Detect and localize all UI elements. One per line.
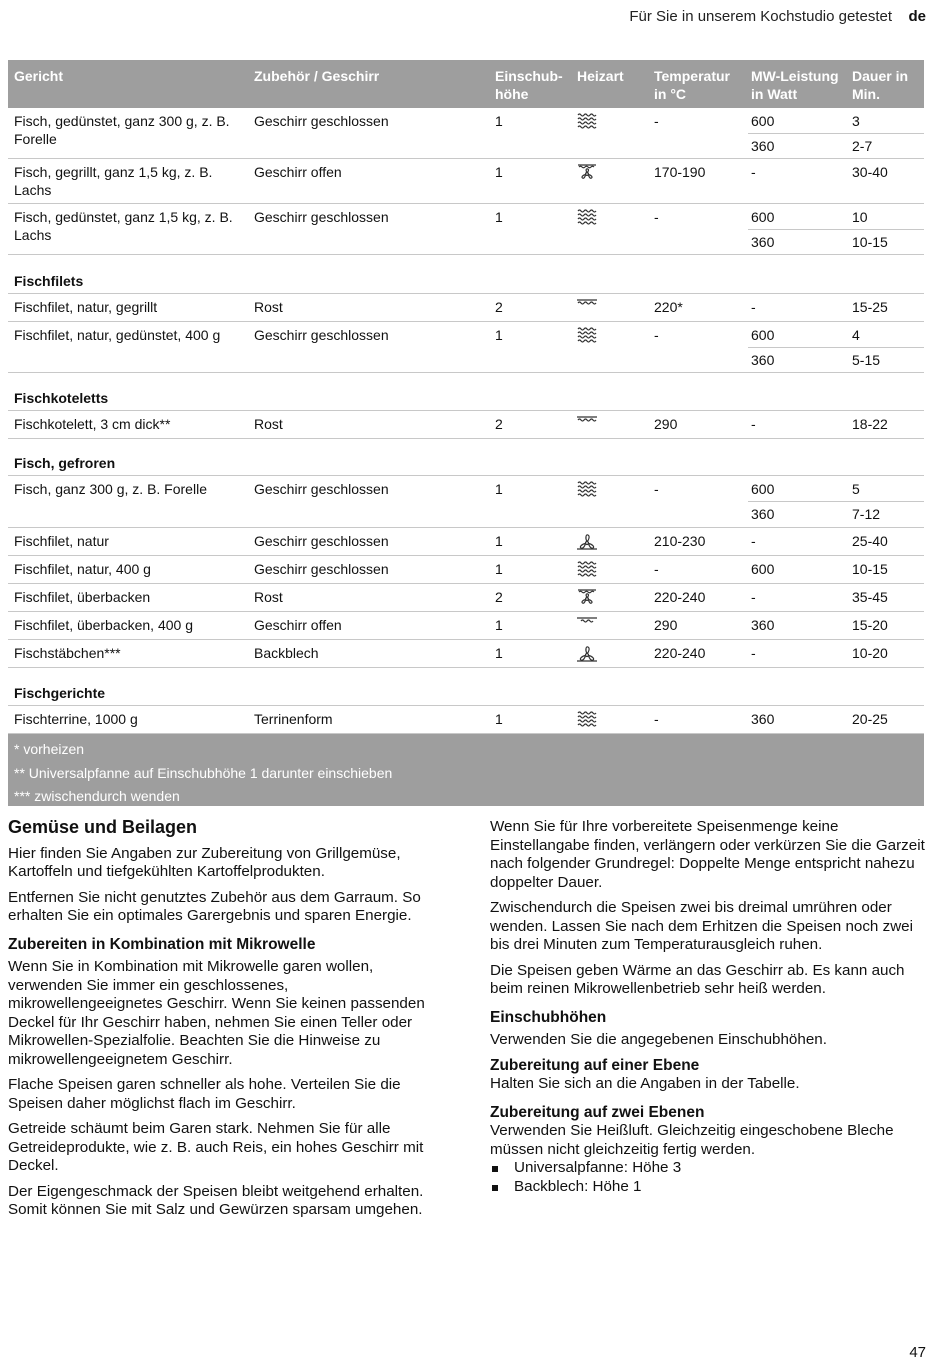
paragraph: Wenn Sie in Kombination mit Mikrowelle garen wollen, verwenden Sie immer ein geschlossenes, mikrowellengeeignetes Geschirr. Wenn Sie keinen passenden Deckel für Ihr Geschirr haben, nehmen Sie einen Teller oder Mikrowellen-Spezialfolie. Beachten Sie die Hinweise zu mikrowellengeeignetem Geschirr. [8,958,425,1068]
cooking-table [8,60,924,806]
table-row [8,204,924,255]
mw-power-cell: 600 [751,113,775,129]
table-row [8,411,924,439]
footnote: ** Universalpfanne auf Einschubhöhe 1 darunter einschieben [14,764,393,781]
mw-power-cell: - [751,533,756,549]
mw-power-cell: - [751,164,756,180]
temperature-cell: 290 [654,416,678,432]
section-label: Fischfilets [14,273,84,289]
section-title: Gemüse und Beilagen [8,817,198,837]
duration-cell: 10 [852,209,868,225]
table-row [8,706,924,734]
duration-cell: 10-15 [852,234,888,250]
paragraph: Halten Sie sich an die Angaben in der Tabelle. [490,1075,800,1092]
duration-cell: 5-15 [852,352,881,368]
mw-power-cell: 600 [751,561,775,577]
accessory-cell: Geschirr geschlossen [254,561,389,577]
table-row [8,476,924,528]
subheading: Zubereiten in Kombination mit Mikrowelle [8,935,316,953]
level-cell: 1 [495,327,503,343]
table-row [8,528,924,556]
fangrill-icon [576,163,598,185]
col-header-accessory: Zubehör / Geschirr [254,68,380,84]
accessory-cell: Geschirr offen [254,617,342,633]
accessory-cell: Terrinenform [254,711,333,727]
level-cell: 1 [495,209,503,225]
paragraph: Hier finden Sie Angaben zur Zubereitung von Grillgemüse, Kartoffeln und tiefgekühlten Kartoffelprodukten. [8,844,401,880]
table-section-row [8,373,924,411]
table-row [8,612,924,640]
level-cell: 2 [495,299,503,315]
dish-cell: Fisch, gedünstet, ganz 300 g, z. B. Forelle [14,113,230,147]
accessory-cell: Geschirr geschlossen [254,113,389,129]
mw-icon [576,560,598,582]
duration-cell: 10-20 [852,645,888,661]
dish-cell: Fischfilet, natur, gegrillt [14,299,158,315]
accessory-cell: Geschirr geschlossen [254,327,389,343]
right-column [490,818,930,1196]
dish-cell: Fischfilet, natur, gedünstet, 400 g [14,327,221,343]
table-section-row [8,439,924,476]
temperature-cell: - [654,561,659,577]
fangrill-icon [576,588,598,610]
fan-icon [576,644,598,666]
table-section-row [8,255,924,294]
temperature-cell: 220-240 [654,589,706,605]
mw-power-cell: 360 [751,234,775,250]
dish-cell: Fischterrine, 1000 g [14,711,138,727]
col-header-mw-power: MW-Leistung in Watt [751,68,839,102]
paragraph: Zwischendurch die Speisen zwei bis dreimal umrühren oder wenden. Lassen Sie nach dem Erhitzen die Speisen noch zwei bis drei Minuten zum Temperaturausgleich ruhen. [490,899,913,953]
temperature-cell: - [654,113,659,129]
col-header-duration: Dauer in Min. [852,68,909,102]
temperature-cell: - [654,327,659,343]
sub-row-divider [748,133,924,134]
subheading: Zubereitung auf zwei Ebenen [490,1103,705,1121]
footnote: * vorheizen [14,741,85,757]
duration-cell: 7-12 [852,506,881,522]
accessory-cell: Geschirr geschlossen [254,209,389,225]
paragraph: Getreide schäumt beim Garen stark. Nehmen Sie für alle Getreideprodukte, wie z. B. auch Reis, ein hohes Geschirr mit Deckel. [8,1120,424,1174]
table-header-row [8,60,924,108]
page-number: 47 [909,1344,926,1361]
section-label: Fischkoteletts [14,390,109,406]
accessory-cell: Backblech [254,645,319,661]
accessory-cell: Rost [254,589,283,605]
temperature-cell: 220* [654,299,683,315]
level-cell: 1 [495,561,503,577]
table-row [8,640,924,668]
bullet-list [490,1159,930,1196]
level-cell: 1 [495,113,503,129]
paragraph: Die Speisen geben Wärme an das Geschirr ab. Es kann auch beim reinen Mikrowellenbetrieb sehr heiß werden. [490,961,905,997]
paragraph: Wenn Sie für Ihre vorbereitete Speisenmenge keine Einstellangabe finden, verlängern oder verkürzen Sie die Garzeit nach folgender Grundregel: Doppelte Menge entspricht nahezu doppelter Dauer. [490,818,925,891]
table-row [8,322,924,373]
mw-icon [576,112,598,134]
level-cell: 2 [495,589,503,605]
mw-power-cell: 360 [751,617,775,633]
fan-icon [576,532,598,554]
duration-cell: 4 [852,327,860,343]
accessory-cell: Rost [254,299,283,315]
paragraph: Entfernen Sie nicht genutztes Zubehör aus dem Garraum. So erhalten Sie ein optimales Garergebnis und sparen Energie. [8,888,421,924]
running-header: Für Sie in unserem Kochstudio getestet [629,8,892,25]
temperature-cell: 170-190 [654,164,706,180]
mw-power-cell: 360 [751,138,775,154]
dish-cell: Fischfilet, natur, 400 g [14,561,151,577]
mw-icon [576,208,598,230]
accessory-cell: Geschirr geschlossen [254,481,389,497]
duration-cell: 3 [852,113,860,129]
list-item: Universalpfanne: Höhe 3 [490,1159,930,1178]
duration-cell: 25-40 [852,533,888,549]
paragraph: Verwenden Sie die angegebenen Einschubhöhen. [490,1031,827,1048]
accessory-cell: Geschirr geschlossen [254,533,389,549]
dish-cell: Fischstäbchen*** [14,645,121,661]
left-column [8,818,428,1227]
dish-cell: Fisch, gegrillt, ganz 1,5 kg, z. B. Lachs [14,164,213,198]
sub-row-divider [748,229,924,230]
accessory-cell: Geschirr offen [254,164,342,180]
sub-row-divider [748,347,924,348]
footnote: *** zwischendurch wenden [14,788,180,804]
temperature-cell: - [654,711,659,727]
dish-cell: Fisch, gedünstet, ganz 1,5 kg, z. B. Lachs [14,209,233,243]
accessory-cell: Rost [254,416,283,432]
duration-cell: 15-25 [852,299,888,315]
table-row [8,108,924,159]
duration-cell: 30-40 [852,164,888,180]
duration-cell: 35-45 [852,589,888,605]
paragraph: Verwenden Sie Heißluft. Gleichzeitig eingeschobene Bleche müssen nicht gleichzeitig fertig werden. [490,1122,894,1158]
duration-cell: 5 [852,481,860,497]
dish-cell: Fischfilet, überbacken, 400 g [14,617,193,633]
list-item: Backblech: Höhe 1 [490,1178,930,1197]
temperature-cell: 210-230 [654,533,706,549]
section-label: Fisch, gefroren [14,455,116,471]
duration-cell: 10-15 [852,561,888,577]
sub-row-divider [748,501,924,502]
table-section-row [8,668,924,706]
duration-cell: 20-25 [852,711,888,727]
table-footnotes [8,734,924,806]
level-cell: 1 [495,533,503,549]
dish-cell: Fischfilet, überbacken [14,589,151,605]
grill-icon [576,415,598,437]
temperature-cell: - [654,209,659,225]
level-cell: 1 [495,481,503,497]
mw-power-cell: 600 [751,209,775,225]
mw-icon [576,480,598,502]
duration-cell: 2-7 [852,138,873,154]
mw-icon [576,710,598,732]
duration-cell: 18-22 [852,416,888,432]
col-header-dish: Gericht [14,68,64,84]
mw-power-cell: - [751,416,756,432]
temperature-cell: 220-240 [654,645,706,661]
paragraph: Der Eigengeschmack der Speisen bleibt weitgehend erhalten. Somit können Sie mit Salz und Gewürzen sparsam umgehen. [8,1182,424,1218]
level-cell: 1 [495,711,503,727]
paragraph: Flache Speisen garen schneller als hohe. Verteilen Sie die Speisen daher möglichst flach im Geschirr. [8,1076,401,1112]
mw-power-cell: - [751,589,756,605]
col-header-heating: Heizart [577,68,624,84]
level-cell: 1 [495,164,503,180]
table-body [8,108,924,734]
col-header-level: Einschub- höhe [495,68,563,102]
grillsmall-icon [576,616,598,638]
mw-power-cell: 600 [751,327,775,343]
mw-power-cell: 600 [751,481,775,497]
table-row [8,556,924,584]
dish-cell: Fischfilet, natur [14,533,109,549]
table-row [8,159,924,204]
table-row [8,584,924,612]
level-cell: 2 [495,416,503,432]
temperature-cell: 290 [654,617,678,633]
level-cell: 1 [495,645,503,661]
level-cell: 1 [495,617,503,633]
mw-power-cell: 360 [751,506,775,522]
table-row [8,294,924,322]
dish-cell: Fisch, ganz 300 g, z. B. Forelle [14,481,207,497]
subheading: Einschubhöhen [490,1008,607,1026]
grill-icon [576,298,598,320]
language-tag: de [908,8,926,25]
mw-power-cell: - [751,645,756,661]
col-header-temperature: Temperatur in °C [654,68,730,102]
mw-power-cell: - [751,299,756,315]
dish-cell: Fischkotelett, 3 cm dick** [14,416,171,432]
temperature-cell: - [654,481,659,497]
mw-power-cell: 360 [751,352,775,368]
subheading: Zubereitung auf einer Ebene [490,1056,700,1074]
mw-icon [576,326,598,348]
mw-power-cell: 360 [751,711,775,727]
section-label: Fischgerichte [14,685,106,701]
duration-cell: 15-20 [852,617,888,633]
